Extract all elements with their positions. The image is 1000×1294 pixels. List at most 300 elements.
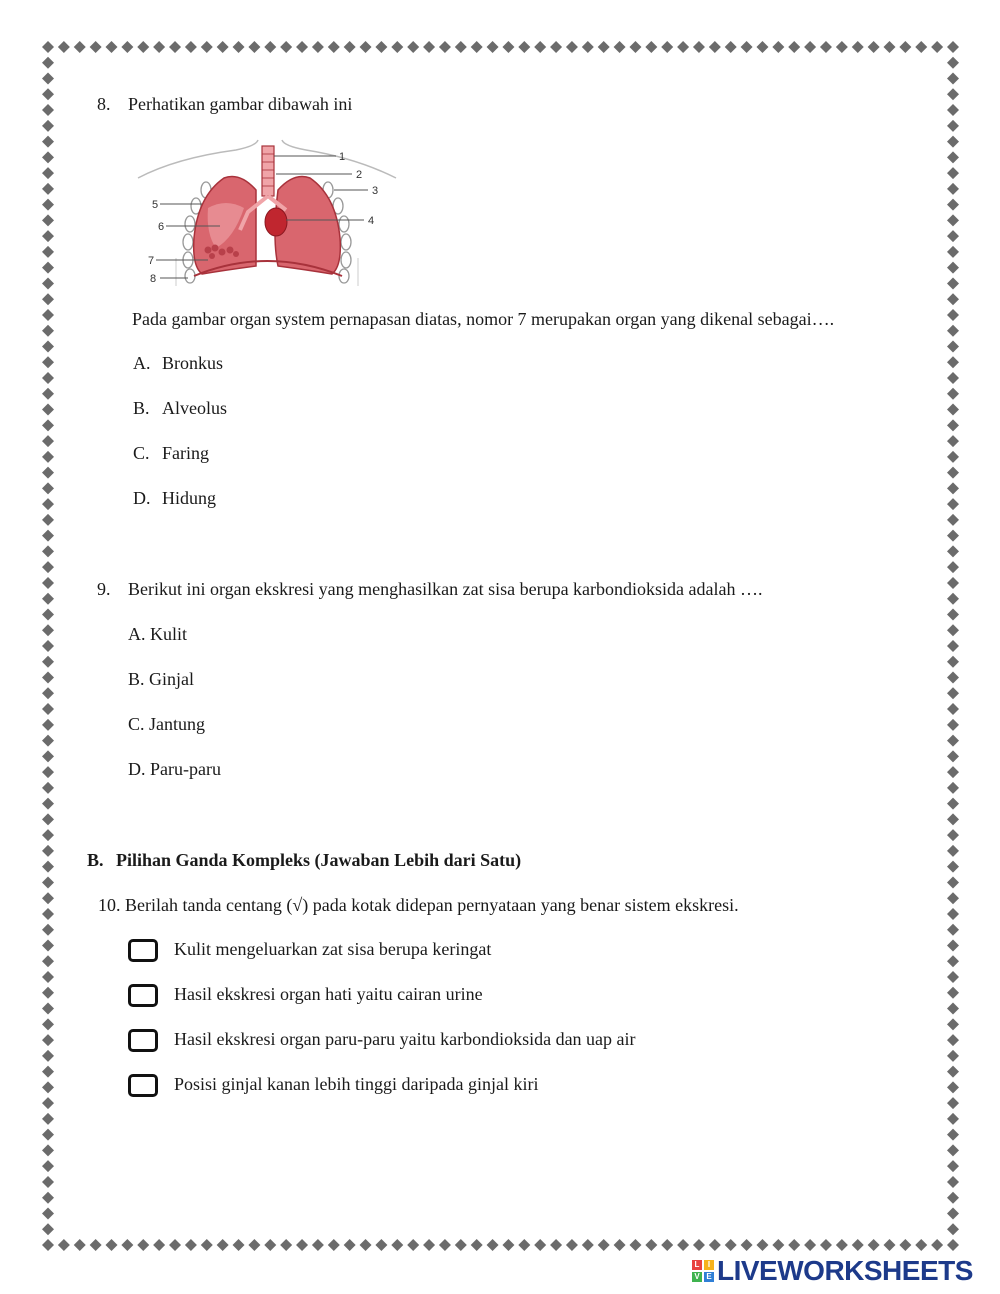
- border-diamond: [137, 41, 149, 53]
- logo-block-i: I: [704, 1260, 714, 1270]
- border-diamond: [820, 1239, 832, 1251]
- logo-icon: [692, 1260, 714, 1282]
- border-diamond: [947, 876, 959, 888]
- border-diamond: [598, 41, 610, 53]
- border-diamond: [375, 1239, 387, 1251]
- border-diamond: [931, 1239, 943, 1251]
- border-diamond: [947, 1018, 959, 1030]
- border-diamond: [42, 435, 54, 447]
- border-diamond: [899, 1239, 911, 1251]
- q8-number: 8.: [97, 94, 111, 114]
- border-diamond: [121, 1239, 133, 1251]
- border-diamond: [947, 750, 959, 762]
- border-diamond: [947, 782, 959, 794]
- border-diamond: [947, 199, 959, 211]
- border-diamond: [90, 1239, 102, 1251]
- border-diamond: [42, 1003, 54, 1015]
- border-diamond: [502, 1239, 514, 1251]
- border-diamond: [344, 41, 356, 53]
- border-diamond: [42, 608, 54, 620]
- border-diamond: [42, 404, 54, 416]
- border-diamond: [106, 41, 118, 53]
- section-b-letter: B.: [87, 850, 104, 870]
- border-diamond: [725, 1239, 737, 1251]
- border-diamond: [947, 246, 959, 258]
- border-diamond: [42, 672, 54, 684]
- border-diamond: [947, 388, 959, 400]
- border-diamond: [947, 104, 959, 116]
- border-diamond: [772, 1239, 784, 1251]
- border-diamond: [296, 1239, 308, 1251]
- border-diamond: [947, 1003, 959, 1015]
- logo-block-l: L: [692, 1260, 702, 1270]
- border-diamond: [42, 624, 54, 636]
- border-diamond: [42, 530, 54, 542]
- border-diamond: [42, 277, 54, 289]
- border-diamond: [693, 1239, 705, 1251]
- border-diamond: [360, 41, 372, 53]
- border-diamond: [645, 1239, 657, 1251]
- border-diamond: [42, 1160, 54, 1172]
- border-diamond: [725, 41, 737, 53]
- border-diamond: [629, 1239, 641, 1251]
- border-diamond: [42, 1066, 54, 1078]
- logo-text: LIVEWORKSHEETS: [717, 1255, 973, 1286]
- border-diamond: [947, 577, 959, 589]
- border-diamond: [947, 1160, 959, 1172]
- border-diamond: [947, 530, 959, 542]
- border-diamond: [312, 41, 324, 53]
- border-diamond: [42, 183, 54, 195]
- border-diamond: [42, 766, 54, 778]
- statement-3-text: Hasil ekskresi organ paru-paru yaitu karbondioksida dan uap air: [174, 1029, 636, 1049]
- border-diamond: [201, 1239, 213, 1251]
- border-diamond: [804, 41, 816, 53]
- border-diamond: [772, 41, 784, 53]
- border-diamond: [42, 1192, 54, 1204]
- border-diamond: [947, 1176, 959, 1188]
- border-diamond: [947, 482, 959, 494]
- border-diamond: [947, 514, 959, 526]
- statement-3-checkbox[interactable]: [128, 1029, 158, 1052]
- border-diamond: [947, 987, 959, 999]
- logo-block-e: E: [704, 1272, 714, 1282]
- border-diamond: [947, 1097, 959, 1109]
- q8-option-d-letter: D.: [133, 488, 151, 508]
- border-diamond: [836, 1239, 848, 1251]
- q8-option-c-letter: C.: [133, 443, 150, 463]
- border-diamond: [947, 735, 959, 747]
- border-diamond: [233, 1239, 245, 1251]
- border-diamond: [947, 1129, 959, 1141]
- label-7: 7: [148, 255, 155, 267]
- border-diamond: [42, 687, 54, 699]
- border-diamond: [518, 1239, 530, 1251]
- q9-option-d: D. Paru-paru: [128, 759, 221, 779]
- section-b-title: Pilihan Ganda Kompleks (Jawaban Lebih dari Satu): [116, 850, 522, 870]
- border-diamond: [947, 1081, 959, 1093]
- border-diamond: [42, 356, 54, 368]
- q8-option-d-text: Hidung: [162, 488, 216, 508]
- border-diamond: [42, 1144, 54, 1156]
- border-diamond: [947, 120, 959, 132]
- border-diamond: [42, 325, 54, 337]
- border-diamond: [264, 1239, 276, 1251]
- border-diamond: [534, 1239, 546, 1251]
- border-diamond: [947, 971, 959, 983]
- border-diamond: [42, 262, 54, 274]
- border-diamond: [42, 940, 54, 952]
- border-diamond: [566, 1239, 578, 1251]
- border-diamond: [42, 120, 54, 132]
- border-diamond: [42, 88, 54, 100]
- border-diamond: [42, 1207, 54, 1219]
- statement-1-text: Kulit mengeluarkan zat sisa berupa keringat: [174, 939, 492, 959]
- border-diamond: [582, 1239, 594, 1251]
- border-diamond: [455, 1239, 467, 1251]
- border-diamond: [312, 1239, 324, 1251]
- border-diamond: [947, 829, 959, 841]
- border-diamond: [42, 719, 54, 731]
- border-diamond: [947, 1192, 959, 1204]
- border-diamond: [42, 136, 54, 148]
- border-diamond: [947, 73, 959, 85]
- border-diamond: [106, 1239, 118, 1251]
- border-diamond: [947, 1223, 959, 1235]
- border-diamond: [836, 41, 848, 53]
- border-diamond: [947, 703, 959, 715]
- border-diamond: [455, 41, 467, 53]
- border-diamond: [947, 892, 959, 904]
- border-diamond: [788, 1239, 800, 1251]
- border-diamond: [169, 41, 181, 53]
- border-diamond: [328, 41, 340, 53]
- border-diamond: [407, 1239, 419, 1251]
- border-diamond: [471, 41, 483, 53]
- border-diamond: [947, 908, 959, 920]
- border-diamond: [248, 1239, 260, 1251]
- border-diamond: [42, 987, 54, 999]
- border-diamond: [42, 41, 54, 53]
- border-diamond: [693, 41, 705, 53]
- border-diamond: [947, 656, 959, 668]
- border-diamond: [153, 1239, 165, 1251]
- border-diamond: [439, 41, 451, 53]
- border-diamond: [42, 892, 54, 904]
- border-diamond: [42, 372, 54, 384]
- q8-option-b-letter: B.: [133, 398, 150, 418]
- border-diamond: [471, 1239, 483, 1251]
- border-diamond: [947, 845, 959, 857]
- border-diamond: [741, 41, 753, 53]
- border-diamond: [42, 73, 54, 85]
- border-diamond: [487, 1239, 499, 1251]
- border-diamond: [614, 41, 626, 53]
- border-diamond: [947, 167, 959, 179]
- border-diamond: [947, 766, 959, 778]
- border-diamond: [931, 41, 943, 53]
- border-diamond: [42, 388, 54, 400]
- liveworksheets-logo[interactable]: [692, 1254, 973, 1288]
- border-diamond: [248, 41, 260, 53]
- border-diamond: [947, 1207, 959, 1219]
- border-diamond: [947, 813, 959, 825]
- q8-option-b-text: Alveolus: [162, 398, 227, 418]
- border-diamond: [42, 640, 54, 652]
- border-diamond: [264, 41, 276, 53]
- border-diamond: [74, 1239, 86, 1251]
- border-diamond: [42, 1239, 54, 1251]
- border-diamond: [868, 41, 880, 53]
- border-diamond: [566, 41, 578, 53]
- border-diamond: [645, 41, 657, 53]
- border-diamond: [947, 940, 959, 952]
- border-diamond: [947, 214, 959, 226]
- border-diamond: [42, 1176, 54, 1188]
- border-diamond: [947, 451, 959, 463]
- border-diamond: [42, 482, 54, 494]
- border-diamond: [947, 262, 959, 274]
- border-diamond: [947, 277, 959, 289]
- border-diamond: [582, 41, 594, 53]
- border-diamond: [42, 750, 54, 762]
- border-diamond: [42, 1129, 54, 1141]
- border-diamond: [947, 545, 959, 557]
- border-diamond: [947, 1066, 959, 1078]
- label-5: 5: [152, 199, 159, 211]
- border-diamond: [677, 41, 689, 53]
- logo-block-v: V: [692, 1272, 702, 1282]
- border-diamond: [947, 293, 959, 305]
- border-diamond: [328, 1239, 340, 1251]
- border-diamond: [852, 1239, 864, 1251]
- label-4: 4: [368, 215, 375, 227]
- border-diamond: [947, 88, 959, 100]
- border-diamond: [42, 703, 54, 715]
- border-diamond: [280, 41, 292, 53]
- border-diamond: [42, 798, 54, 810]
- label-1: 1: [339, 151, 346, 163]
- border-diamond: [534, 41, 546, 53]
- q8-question: Pada gambar organ system pernapasan diatas, nomor 7 merupakan organ yang dikenal sebagai….: [132, 309, 835, 329]
- q8-option-c-text: Faring: [162, 443, 209, 463]
- border-diamond: [42, 735, 54, 747]
- border-diamond: [947, 1113, 959, 1125]
- statement-1-checkbox[interactable]: [128, 939, 158, 962]
- border-diamond: [360, 1239, 372, 1251]
- border-diamond: [598, 1239, 610, 1251]
- lungs-diagram-image: [136, 138, 398, 286]
- border-diamond: [280, 1239, 292, 1251]
- border-diamond: [629, 41, 641, 53]
- border-diamond: [423, 1239, 435, 1251]
- border-diamond: [58, 1239, 70, 1251]
- border-diamond: [42, 924, 54, 936]
- border-diamond: [550, 1239, 562, 1251]
- border-diamond: [756, 1239, 768, 1251]
- border-diamond: [947, 309, 959, 321]
- border-diamond: [947, 404, 959, 416]
- border-diamond: [947, 1034, 959, 1046]
- border-diamond: [947, 341, 959, 353]
- border-diamond: [677, 1239, 689, 1251]
- border-diamond: [217, 41, 229, 53]
- border-diamond: [153, 41, 165, 53]
- border-diamond: [42, 782, 54, 794]
- border-diamond: [883, 1239, 895, 1251]
- border-diamond: [42, 577, 54, 589]
- border-diamond: [42, 829, 54, 841]
- border-diamond: [423, 41, 435, 53]
- border-diamond: [947, 183, 959, 195]
- border-diamond: [42, 545, 54, 557]
- border-diamond: [137, 1239, 149, 1251]
- border-diamond: [344, 1239, 356, 1251]
- border-diamond: [804, 1239, 816, 1251]
- border-diamond: [947, 924, 959, 936]
- q9-option-a: A. Kulit: [128, 624, 188, 644]
- border-diamond: [947, 372, 959, 384]
- border-diamond: [42, 57, 54, 69]
- q8-option-a-letter: A.: [133, 353, 151, 373]
- border-diamond: [915, 1239, 927, 1251]
- border-diamond: [788, 41, 800, 53]
- border-diamond: [502, 41, 514, 53]
- border-diamond: [487, 41, 499, 53]
- border-diamond: [947, 561, 959, 573]
- label-3: 3: [372, 185, 379, 197]
- border-diamond: [201, 41, 213, 53]
- border-diamond: [518, 41, 530, 53]
- statement-4-checkbox[interactable]: [128, 1074, 158, 1097]
- border-diamond: [42, 151, 54, 163]
- q9-option-b: B. Ginjal: [128, 669, 194, 689]
- q9-number: 9.: [97, 579, 111, 599]
- border-diamond: [74, 41, 86, 53]
- border-diamond: [42, 1018, 54, 1030]
- border-diamond: [42, 199, 54, 211]
- border-diamond: [42, 861, 54, 873]
- border-diamond: [42, 498, 54, 510]
- border-diamond: [947, 151, 959, 163]
- border-diamond: [42, 167, 54, 179]
- border-diamond: [42, 813, 54, 825]
- border-diamond: [42, 845, 54, 857]
- border-diamond: [947, 719, 959, 731]
- border-diamond: [947, 1239, 959, 1251]
- border-diamond: [42, 1034, 54, 1046]
- border-diamond: [42, 876, 54, 888]
- border-diamond: [42, 908, 54, 920]
- border-diamond: [709, 41, 721, 53]
- border-diamond: [42, 309, 54, 321]
- label-8: 8: [150, 273, 157, 285]
- border-diamond: [947, 498, 959, 510]
- border-diamond: [42, 561, 54, 573]
- q10-question: 10. Berilah tanda centang (√) pada kotak didepan pernyataan yang benar sistem ekskresi.: [98, 895, 739, 915]
- border-diamond: [391, 41, 403, 53]
- border-diamond: [820, 41, 832, 53]
- label-6: 6: [158, 221, 165, 233]
- border-diamond: [947, 41, 959, 53]
- border-diamond: [185, 41, 197, 53]
- q9-option-c: C. Jantung: [128, 714, 206, 734]
- border-diamond: [883, 41, 895, 53]
- border-diamond: [947, 325, 959, 337]
- border-diamond: [296, 41, 308, 53]
- border-diamond: [947, 672, 959, 684]
- border-diamond: [947, 687, 959, 699]
- border-diamond: [42, 593, 54, 605]
- border-diamond: [852, 41, 864, 53]
- border-diamond: [58, 41, 70, 53]
- border-diamond: [42, 1050, 54, 1062]
- border-diamond: [169, 1239, 181, 1251]
- border-diamond: [947, 624, 959, 636]
- q8-prompt: Perhatikan gambar dibawah ini: [128, 94, 353, 114]
- border-diamond: [868, 1239, 880, 1251]
- border-diamond: [709, 1239, 721, 1251]
- border-diamond: [42, 419, 54, 431]
- border-diamond: [947, 798, 959, 810]
- border-diamond: [42, 293, 54, 305]
- border-diamond: [185, 1239, 197, 1251]
- border-diamond: [947, 435, 959, 447]
- border-diamond: [947, 861, 959, 873]
- border-diamond: [947, 419, 959, 431]
- border-diamond: [550, 41, 562, 53]
- border-diamond: [42, 656, 54, 668]
- border-diamond: [42, 341, 54, 353]
- border-diamond: [42, 1113, 54, 1125]
- border-diamond: [899, 41, 911, 53]
- border-diamond: [217, 1239, 229, 1251]
- border-diamond: [741, 1239, 753, 1251]
- border-diamond: [947, 1144, 959, 1156]
- border-diamond: [947, 640, 959, 652]
- border-diamond: [661, 1239, 673, 1251]
- border-diamond: [42, 1081, 54, 1093]
- border-diamond: [233, 41, 245, 53]
- border-diamond: [614, 1239, 626, 1251]
- border-diamond: [756, 41, 768, 53]
- border-diamond: [90, 41, 102, 53]
- border-diamond: [42, 246, 54, 258]
- border-diamond: [42, 467, 54, 479]
- border-diamond: [375, 41, 387, 53]
- border-diamond: [947, 467, 959, 479]
- border-diamond: [947, 356, 959, 368]
- border-diamond: [947, 593, 959, 605]
- border-diamond: [391, 1239, 403, 1251]
- border-diamond: [121, 41, 133, 53]
- border-diamond: [42, 514, 54, 526]
- statement-2-checkbox[interactable]: [128, 984, 158, 1007]
- border-diamond: [42, 971, 54, 983]
- border-diamond: [947, 955, 959, 967]
- border-diamond: [947, 57, 959, 69]
- label-2: 2: [356, 169, 363, 181]
- statement-2-text: Hasil ekskresi organ hati yaitu cairan urine: [174, 984, 483, 1004]
- statement-4-text: Posisi ginjal kanan lebih tinggi daripada ginjal kiri: [174, 1074, 539, 1094]
- border-diamond: [42, 451, 54, 463]
- border-diamond: [42, 955, 54, 967]
- border-diamond: [915, 41, 927, 53]
- border-diamond: [42, 1097, 54, 1109]
- border-diamond: [42, 214, 54, 226]
- q8-option-a-text: Bronkus: [162, 353, 224, 373]
- border-diamond: [947, 1050, 959, 1062]
